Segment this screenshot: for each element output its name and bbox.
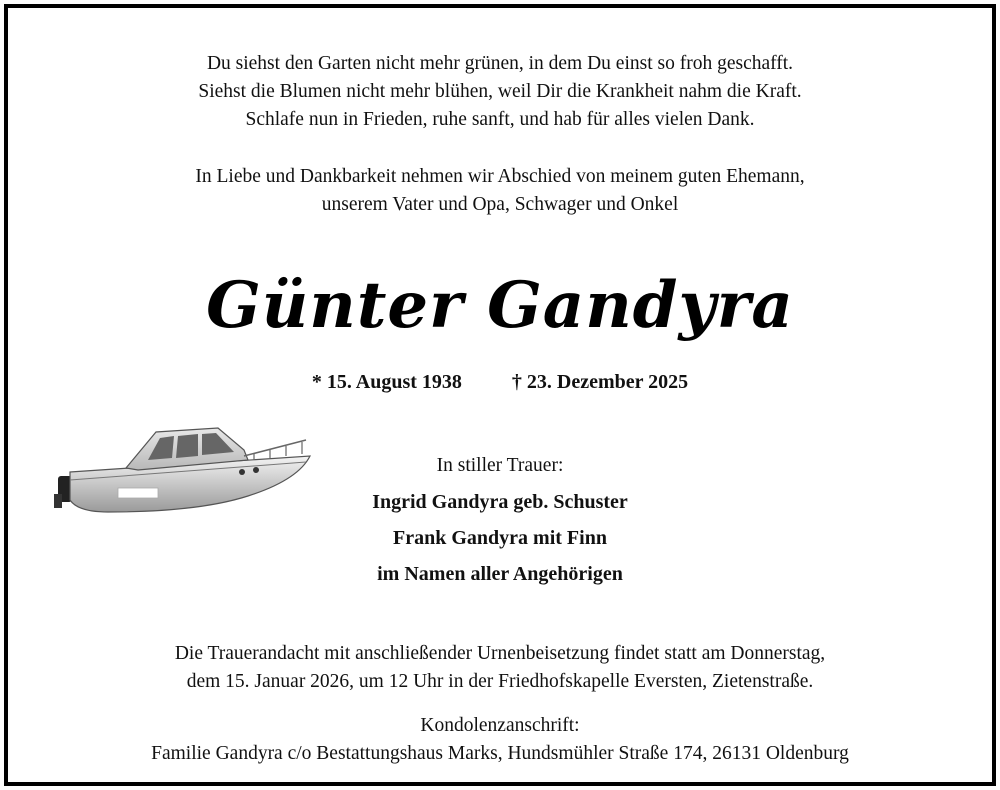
mourning-intro: In stiller Trauer:	[436, 455, 564, 476]
ceremony-line: dem 15. Januar 2026, um 12 Uhr in der Friedhofskapelle Eversten, Zietenstraße.	[186, 671, 814, 692]
poem-line: Du siehst den Garten nicht mehr grünen, in dem Du einst so froh geschafft.	[206, 53, 794, 74]
farewell-line: unserem Vater und Opa, Schwager und Onkel	[321, 194, 679, 215]
ceremony-line: Die Trauerandacht mit anschließender Urnenbeisetzung findet statt am Donnerstag,	[174, 643, 826, 664]
mourners-list	[8, 484, 992, 592]
obituary-frame	[4, 4, 996, 786]
poem-line: Schlafe nun in Frieden, ruhe sanft, und hab für alles vielen Dank.	[245, 109, 755, 130]
farewell-line: In Liebe und Dankbarkeit nehmen wir Abschied von meinem guten Ehemann,	[195, 166, 805, 187]
poem	[8, 50, 992, 134]
mourner: Ingrid Gandyra geb. Schuster	[372, 491, 628, 513]
poem-line: Siehst die Blumen nicht mehr blühen, weil Dir die Krankheit nahm die Kraft.	[198, 81, 802, 102]
mourner: im Namen aller Angehörigen	[377, 563, 623, 585]
condolence-address-block	[8, 712, 992, 768]
birth-date: * 15. August 1938	[311, 371, 462, 393]
life-dates	[8, 368, 992, 396]
condolence-label: Kondolenzanschrift:	[420, 715, 580, 736]
death-date: † 23. Dezember 2025	[511, 371, 689, 393]
farewell-text	[8, 163, 992, 219]
deceased-name: Günter Gandyra	[206, 268, 794, 343]
condolence-address: Familie Gandyra c/o Bestattungshaus Marks, Hundsmühler Straße 174, 26131 Oldenburg	[151, 743, 849, 764]
ceremony-info	[8, 640, 992, 696]
mourner: Frank Gandyra mit Finn	[393, 527, 607, 549]
